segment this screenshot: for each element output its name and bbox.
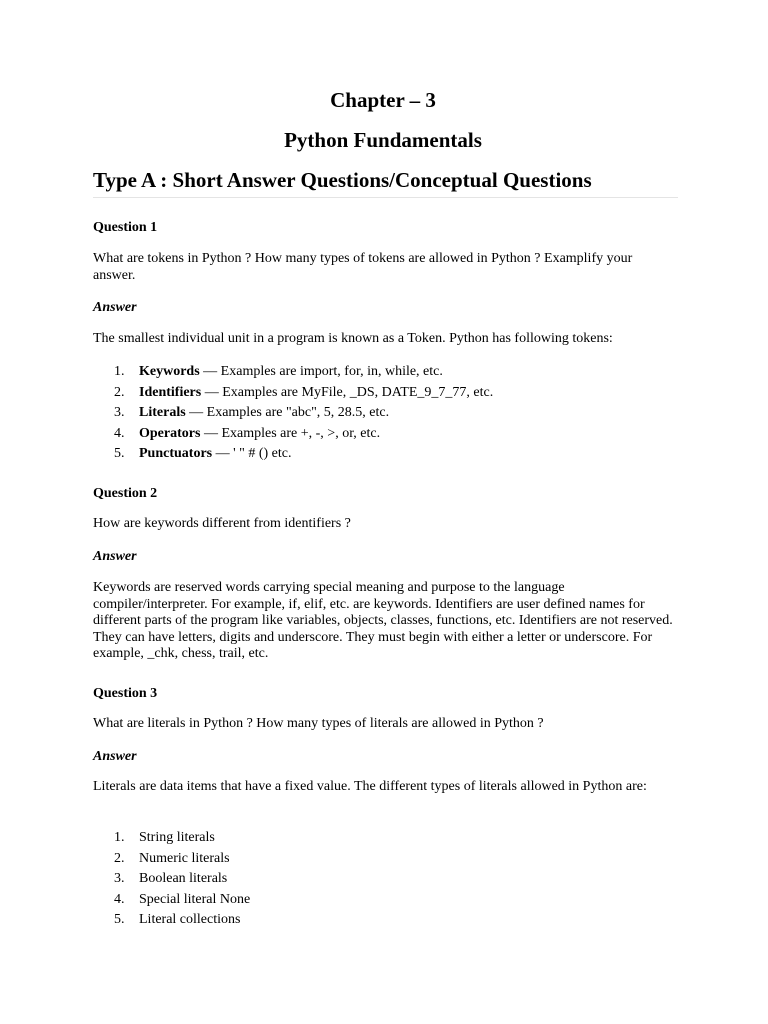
answer-1-text: The smallest individual unit in a program is known as a Token. Python has following tokens: [93,331,613,346]
list-item-text: — Examples are MyFile, _DS, DATE_9_7_77, etc. [201,384,494,400]
list-item-number: 4. [114,891,125,907]
list-item-number: 2. [114,384,125,400]
list-item-number: 5. [114,912,125,927]
list-item-term: Punctuators [139,446,213,461]
list-item-text: String literals [139,830,215,845]
list-item-number: 5. [114,446,125,461]
answer-2-label: Answer [93,549,137,564]
list-item-term: Keywords [139,364,200,379]
document-title: Python Fundamentals [284,128,482,152]
question-3-label: Question 3 [93,686,158,701]
list-item-number: 2. [114,850,125,866]
list-item-text: Special literal None [139,891,251,907]
answer-3-label: Answer [93,749,137,764]
list-item-text: — Examples are "abc", 5, 28.5, etc. [185,405,390,420]
list-item-number: 3. [114,871,125,886]
list-item-number: 4. [114,425,125,441]
question-2-text: How are keywords different from identifiers ? [93,516,351,531]
answer-1-label: Answer [93,300,137,315]
section-divider [93,197,678,198]
list-item-text: — ' " # () etc. [212,446,292,461]
list-item-text: Literal collections [139,912,241,927]
list-item-text: Boolean literals [139,871,228,886]
list-item-term: Literals [139,405,186,420]
list-item-term: Identifiers [139,384,202,400]
list-item-number: 3. [114,405,125,420]
question-1-text: What are tokens in Python ? How many types of tokens are allowed in Python ? Examplify your answer. [93,251,633,283]
question-3-text: What are literals in Python ? How many types of literals are allowed in Python ? [93,716,544,731]
list-item-text: — Examples are +, -, >, or, etc. [200,425,381,441]
list-item-term: Operators [139,425,201,441]
list-item-number: 1. [114,830,125,845]
section-title: Type A : Short Answer Questions/Conceptual Questions [93,168,592,192]
question-2-label: Question 2 [93,486,158,501]
chapter-title: Chapter – 3 [330,88,436,112]
list-item-number: 1. [114,364,125,379]
list-item-text: — Examples are import, for, in, while, etc. [199,364,443,379]
list-item-text: Numeric literals [139,850,230,866]
answer-2-text: Keywords are reserved words carrying special meaning and purpose to the language compiler/interpreter. For example, if, elif, etc. are keywords. Identifiers are user defined names for different parts of the program like variables, objects, classes, functions, etc. Identifiers are not reserved. They can have letters, digits and underscore. They must begin with either a letter or underscore. For example, _chk, chess, trail, etc. [93,580,673,661]
answer-3-text: Literals are data items that have a fixed value. The different types of literals allowed in Python are: [93,779,647,794]
question-1-label: Question 1 [93,220,158,235]
